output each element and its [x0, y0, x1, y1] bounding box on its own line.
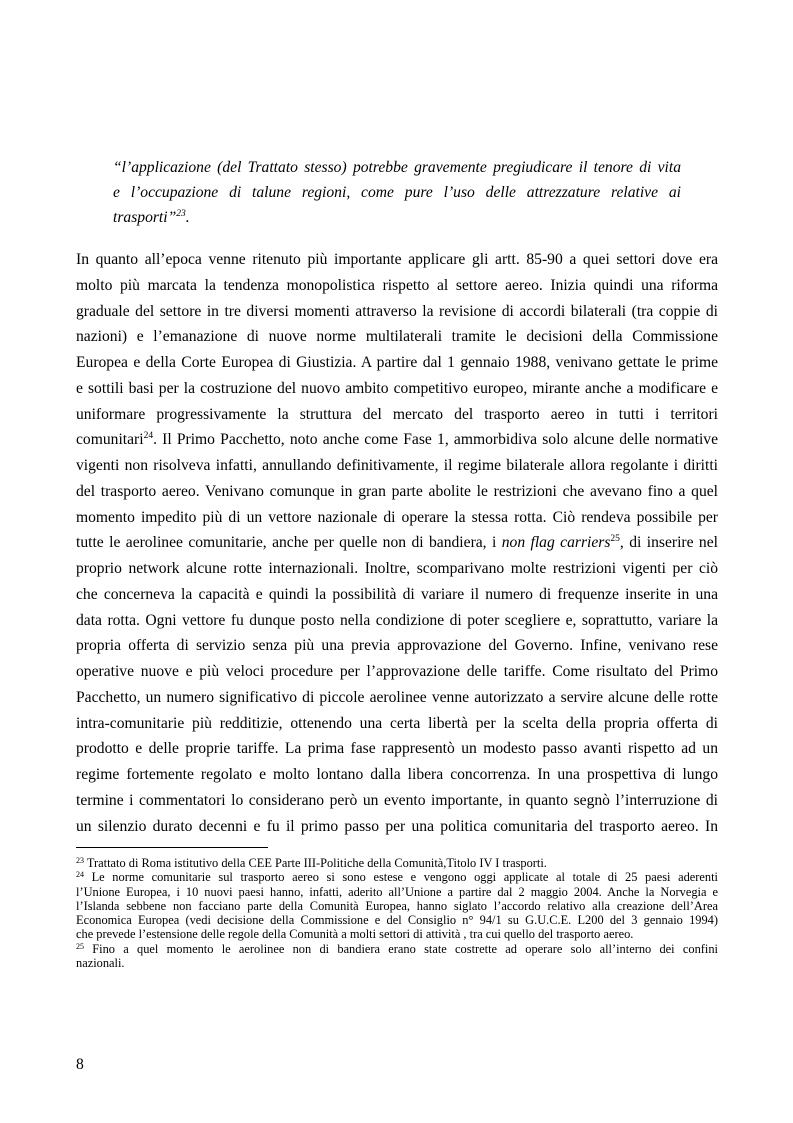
body-line: del trasporto aereo. Venivano comunque in gran parte abolite le restrizioni che avevano fino a quel: [76, 482, 718, 500]
quote-line-last: [113, 205, 681, 230]
body-line: regime fortemente regolato e molto lontano dalla libera concorrenza. In una prospettiva di lungo: [76, 766, 718, 783]
body-text-fragment: , di inserire nel: [619, 534, 718, 552]
footnote-separator: [76, 847, 268, 848]
quote-line: “l’applicazione (del Trattato stesso) potrebbe gravemente pregiudicare il tenore di vita: [113, 159, 681, 176]
body-paragraph: [76, 247, 718, 839]
footnote-24-line: che prevede l’estensione delle regole della Comunità a molti settori di attività , tra cui quello del trasporto aereo.: [76, 927, 634, 942]
body-line: vigenti non risolveva infatti, annullando definitivamente, il regime bilaterale allora regolante i diritti: [76, 457, 718, 474]
footnote-24-line: Economica Europea (vedi decisione della Commissione e del Consiglio n° 94/1 su G.U.C.E. L200 del 3 gennaio 1994): [76, 913, 718, 928]
body-line: graduale del settore in tre diversi momenti attraverso la revisione di accordi bilaterali (tra coppie di: [76, 302, 718, 320]
quote-tail: .: [185, 209, 190, 226]
body-line: propria offerta di servizio senza più una previa approvazione del Governo. Infine, venivano rese: [76, 637, 718, 655]
body-text-fragment: . Il Primo Pacchetto, noto anche come Fase 1, ammorbidiva solo alcune delle normative: [153, 431, 718, 449]
body-line: proprio network alcune rotte internazionali. Inoltre, scomparivano molte restrizioni vigenti per ciò: [76, 560, 718, 577]
footnote-24-line: l’Unione Europea, i 10 nuovi paesi hanno, infatti, aderito all’Unione a partire dal 2 maggio 2004. Anche la Norvegia e: [76, 884, 718, 899]
body-line-with-ref-25: [76, 530, 718, 556]
body-line: Pacchetto, un numero significativo di piccole aerolinee venne autorizzato a servire alcune delle rotte: [76, 688, 718, 706]
body-line: operative nuove e più veloci procedure per l’approvazione delle tariffe. Come risultato del Primo: [76, 663, 718, 680]
footnote-text: Trattato di Roma istitutivo della CEE Parte III-Politiche della Comunità,Titolo IV I trasporti.: [84, 856, 547, 870]
quote-line: e l’occupazione di talune regioni, come pure l’uso delle attrezzature relative ai: [113, 184, 681, 201]
body-line: uniformare progressivamente la struttura del mercato del trasporto aereo in tutti i territori: [76, 405, 718, 423]
page-number: 8: [76, 1056, 84, 1073]
body-line: prodotto e delle proprie tariffe. La prima fase rappresentò un modesto passo avanti rispetto ad un: [76, 740, 718, 758]
footnote-23: [76, 856, 718, 870]
body-text-fragment: comunitari: [76, 431, 144, 449]
footnote-ref-23[interactable]: 23: [176, 209, 186, 219]
body-line: molto più marcata la tendenza monopolistica rispetto al settore aereo. Inizia quindi una riforma: [76, 276, 718, 294]
footnote-ref-24[interactable]: 24: [143, 431, 154, 442]
footnote-number: 23: [76, 856, 84, 865]
footnote-25-line: [76, 942, 718, 956]
footnote-text: Le norme comunitarie sul trasporto aereo si sono estese e vengono oggi applicate al totale di 25 paesi aderenti: [84, 870, 718, 885]
footnote-24-line: [76, 870, 718, 884]
footnote-24-line: l’Islanda sebbene non facciano parte della Comunità Europea, hanno siglato l’accordo relativo alla creazione dell’Area: [76, 898, 718, 913]
body-line: data rotta. Ogni vettore fu dunque posto nella condizione di poter scegliere e, soprattutto, variare la: [76, 611, 718, 629]
block-quote: [113, 155, 681, 230]
body-line: e sottili basi per la costruzione del nuovo ambito competitivo europeo, mirante anche a modificare e: [76, 379, 718, 397]
body-line: In quanto all’epoca venne ritenuto più importante applicare gli artt. 85-90 a quei settori dove era: [76, 251, 718, 268]
footnote-text: Fino a quel momento le aerolinee non di bandiera erano state costrette ad operare solo all’interno dei confini: [84, 941, 718, 956]
body-line: nazioni) e l’emanazione di nuove norme multilaterali tramite le decisioni della Commissione: [76, 328, 718, 346]
body-line: momento impedito più di un vettore nazionale di operare la stessa rotta. Ciò rendeva possibile per: [76, 508, 718, 526]
footnote-number: 24: [76, 870, 84, 880]
body-line: un silenzio durato decenni e fu il primo passo per una politica comunitaria del trasporto aereo. In: [76, 817, 718, 835]
body-line-with-ref-24: [76, 427, 718, 453]
footnotes: [76, 856, 718, 970]
footnote-number: 25: [76, 941, 84, 951]
footnote-ref-25[interactable]: 25: [610, 534, 620, 545]
body-line: che concerneva la capacità e quindi la possibilità di variare il numero di frequenze inserite in una: [76, 585, 718, 603]
quote-text: trasporti”: [113, 209, 177, 226]
footnote-25-line: nazionali.: [76, 956, 125, 971]
body-line: Europea e della Corte Europea di Giustizia. A partire dal 1 gennaio 1988, venivano gettate le prime: [76, 354, 718, 371]
body-text-fragment: tutte le aerolinee comunitarie, anche per quelle non di bandiera, i: [76, 534, 502, 552]
body-line: intra-comunitarie più redditizie, ottenendo una certa libertà per la scelta della propria offerta di: [76, 714, 718, 732]
body-line: termine i commentatori lo considerano però un evento importante, in quanto segnò l’interruzione di: [76, 791, 718, 809]
italic-term: non flag carriers: [501, 534, 611, 552]
